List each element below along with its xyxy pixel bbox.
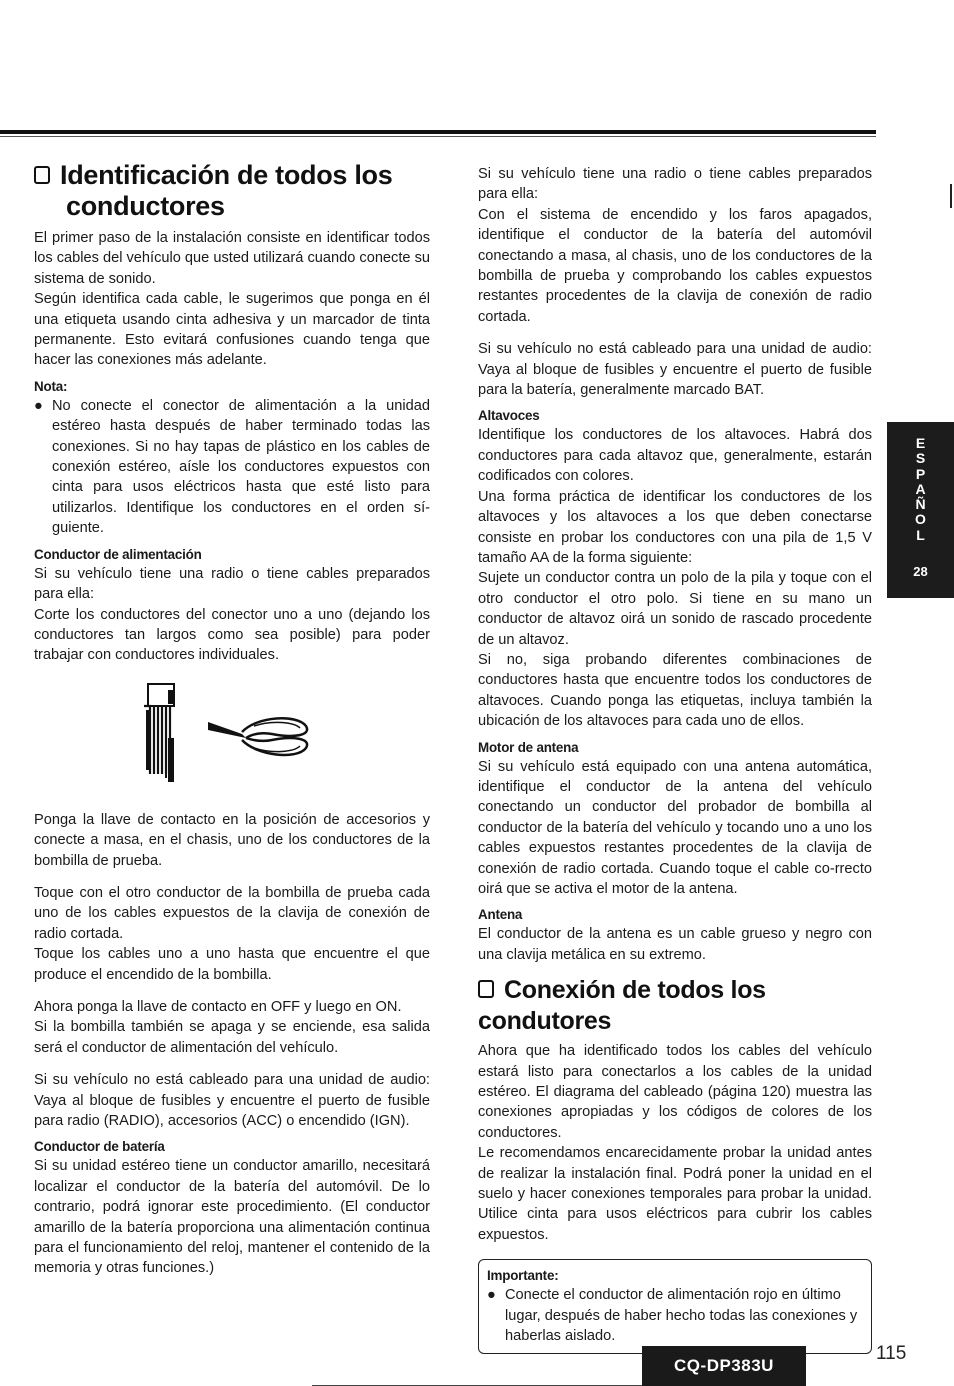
battery-lead-label: Conductor de batería	[34, 1139, 165, 1155]
checkbox-square-icon	[478, 980, 494, 998]
battery-paragraph: Si su unidad estéreo tiene un conductor amarillo, necesitará localizar el conductor de la batería del automóvil. De lo contrario, podrá ignorar este procedimiento. (El conductor amarillo de la batería proporciona una alimentación continua para el funcionamiento del reloj, mantener el contenido de la memoria y otras funciones.)	[34, 1158, 430, 1277]
language-letter: A	[915, 480, 926, 497]
antenna-motor-paragraph: Si su vehículo está equipado con una antena automática, identifique el conductor de la antena del vehículo conectando un conductor del probador de bombilla al conductor de la batería del vehículo y tocando uno a uno los cables expuestos restantes procedentes de la clavija de conexión de radio cortada. Cuando toque el cable co-rrecto oirá que se activa el motor de la antena.	[478, 758, 872, 897]
power-lead-label: Conductor de alimentación	[34, 546, 202, 562]
important-bullet-text: Conecte el conductor de alimentación rojo en último lugar, después de haber hecho todas las conexiones y haberlas aislado.	[505, 1287, 858, 1345]
intro-paragraph-1: El primer paso de la instalación consiste en identificar todos los cables del vehículo que usted utilizará cuando conecte su sistema de sonido.	[34, 230, 430, 287]
test-paragraph-2: Toque con el otro conductor de la bombilla de prueba cada uno de los cables expuestos de la clavija de conexión de radio cortada.	[34, 884, 430, 942]
speakers-paragraph-2: Una forma práctica de identificar los conductores de los altavoces y los altavoces a los que deben conectarse consiste en probar los conductores con una pila de 1,5 V tamaño AA de la forma siguiente:	[478, 488, 872, 566]
right-paragraph-3: Si su vehículo no está cableado para una unidad de audio: Vaya al bloque de fusibles y encuentre el puerto de fusible para la batería, generalmente marcado BAT.	[478, 341, 872, 399]
language-letter: P	[915, 465, 926, 482]
speakers-paragraph-3: Sujete un conductor contra un polo de la pila y toque con el otro conductor el otro polo. Si tiene en su mano un conductor de altavoz oirá un sonido de rascado procedente de un altavoz.	[478, 570, 872, 648]
bullet-icon: ●	[34, 397, 43, 414]
section-title-connection	[478, 975, 872, 1037]
left-column	[34, 160, 430, 1279]
top-rule	[0, 130, 876, 134]
language-letter: O	[915, 511, 926, 528]
connection-paragraph-1: Ahora que ha identificado todos los cables del vehículo estará listo para conectarlos a los cables de la unidad estéreo. El diagrama del cableado (página 120) muestra las conexiones apropiadas y los códigos de colores de los conductores.	[478, 1043, 872, 1141]
important-label: Importante:	[487, 1268, 559, 1284]
speakers-paragraph-4: Si no, siga probando diferentes combinaciones de conductores hasta que encuentre todos los conductores de altavoces. Cuando ponga las etiquetas, incluya también la ubicación de los altavoces para cada uno de ellos.	[478, 651, 872, 730]
illustration	[34, 678, 430, 788]
language-letters	[887, 436, 954, 543]
test-paragraph-5: Si la bombilla también se apaga y se enciende, esa salida será el conductor de alimentación del vehículo.	[34, 1019, 430, 1056]
connection-title-text: Conexión de todos los condutores	[478, 976, 766, 1036]
important-bullet	[487, 1285, 863, 1346]
antenna-paragraph: El conductor de la antena es un cable grueso y negro con una clavija metálica en su extremo.	[478, 926, 872, 963]
antenna-motor-label: Motor de antena	[478, 739, 579, 755]
right-paragraph-2: Con el sistema de encendido y los faros apagados, identifique el conductor de la batería del automóvil conectando a masa, al chasis, uno de los conductores de la bombilla de prueba y comprobando los cables expuestos restantes procedentes de la clavija de conexión de radio cortada.	[478, 206, 872, 325]
antenna-label: Antena	[478, 907, 523, 923]
speakers-label: Altavoces	[478, 408, 540, 424]
connection-paragraph-2: Le recomendamos encarecidamente probar la unidad antes de realizar la instalación final. Podrá poner la unidad en el suelo y hacer conexiones temporales para probar la unidad. Utilice cinta para usos eléctricos para cubrir los cables expuestos.	[478, 1145, 872, 1243]
test-paragraph-3: Toque los cables uno a uno hasta que encuentre el que produce el encendido de la bombilla.	[34, 946, 430, 983]
checkbox-square-icon	[34, 166, 50, 184]
speakers-paragraph-1: Identifique los conductores de los altavoces. Habrá dos conductores para cada altavoz que, generalmente, estarán codificados con colores.	[478, 427, 872, 485]
language-side-tab	[887, 422, 954, 598]
page-number: 115	[876, 1343, 907, 1364]
important-box	[478, 1259, 872, 1353]
test-paragraph-6: Si su vehículo no está cableado para una unidad de audio: Vaya al bloque de fusibles y encuentre el puerto de fusible para radio (RADIO), accesorios (ACC) o encendido (IGN).	[34, 1072, 430, 1129]
top-rule-thin	[0, 136, 876, 137]
test-paragraph-4: Ahora ponga la llave de contacto en OFF y luego en ON.	[34, 998, 402, 1015]
test-paragraph-1: Ponga la llave de contacto en la posición de accesorios y conecte a masa, en el chasis, uno de los conductores de la bombilla de prueba.	[34, 811, 430, 869]
language-letter: L	[916, 526, 925, 543]
title-line-2: conductores	[66, 191, 225, 221]
language-letter: E	[915, 435, 926, 451]
power-paragraph-1: Si su vehículo tiene una radio o tiene cables preparados para ella:	[34, 565, 430, 603]
power-paragraph-2: Corte los conductores del conector uno a uno (dejando los conductores tan largos como sea posible) para poder trabajar con conductores individuales.	[34, 606, 430, 664]
title-line-1: Identificación de todos los	[60, 160, 393, 190]
intro-paragraph-2: Según identifica cada cable, le sugerimos que ponga en él una etiqueta usando cinta adhesiva y un marcador de tinta permanente. Esto evitará confusiones cuando tenga que hacer las conexiones más adelante.	[34, 291, 430, 369]
nota-bullet-text: No conecte el conector de alimentación a la unidad estéreo hasta después de haber terminado todas las conexiones. Si no hay tapas de plástico en los cables de conexión estéreo, aísle los conductores expuestos con cinta para usos eléctricos hasta que esté listo para utilizarlos. Identifique los conductores en el orden sí-guiente.	[52, 397, 430, 537]
language-letter: S	[915, 450, 926, 467]
section-title-identification	[34, 160, 430, 191]
language-letter: Ñ	[915, 496, 926, 513]
right-column	[478, 164, 872, 1354]
wire-cutter-icon	[202, 708, 312, 768]
nota-bullet	[34, 396, 430, 539]
nota-label: Nota:	[34, 378, 68, 394]
margin-mark	[950, 184, 952, 208]
connector-wires-icon	[132, 682, 192, 782]
section-page-number: 28	[913, 564, 928, 579]
bullet-icon: ●	[487, 1287, 496, 1304]
right-paragraph-1: Si su vehículo tiene una radio o tiene cables preparados para ella:	[478, 166, 872, 203]
model-number-badge: CQ-DP383U	[642, 1346, 806, 1386]
